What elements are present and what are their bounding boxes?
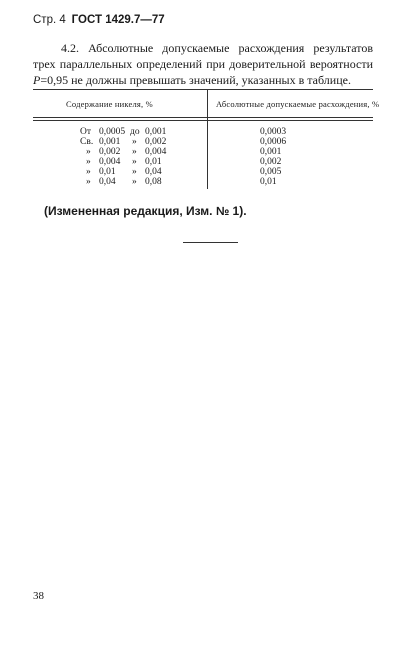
paragraph-p-symbol: P	[33, 73, 41, 87]
row-to: 0,004	[145, 147, 167, 157]
row-sep: »	[132, 157, 137, 167]
table-header-rule-2	[33, 120, 373, 121]
row-prefix: »	[86, 157, 91, 167]
amendment-note: (Измененная редакция, Изм. № 1).	[44, 204, 247, 218]
row-from: 0,01	[99, 167, 116, 177]
row-value: 0,002	[260, 157, 282, 167]
row-to: 0,001	[145, 127, 167, 137]
table-header-allowed-discrepancy: Абсолютные допускаемые расхождения, %	[216, 99, 380, 109]
row-value: 0,0006	[260, 137, 287, 147]
row-sep: »	[132, 147, 137, 157]
row-from: 0,002	[99, 147, 121, 157]
page-header	[33, 14, 165, 26]
section-separator	[183, 242, 238, 243]
row-to: 0,01	[145, 157, 162, 167]
row-sep: »	[132, 137, 137, 147]
row-prefix: »	[86, 147, 91, 157]
page-number: 38	[33, 590, 44, 602]
row-value: 0,001	[260, 147, 282, 157]
row-prefix: Св.	[80, 137, 94, 147]
table-top-rule	[33, 89, 373, 90]
row-value: 0,01	[260, 177, 277, 187]
row-prefix: От	[80, 127, 92, 137]
table-header-nickel-content: Содержание никеля, %	[66, 99, 153, 109]
table-header-rule	[33, 117, 373, 118]
row-from: 0,04	[99, 177, 116, 187]
row-to: 0,08	[145, 177, 162, 187]
row-from: 0,0005	[99, 127, 126, 137]
standard-number: ГОСТ 1429.7—77	[71, 14, 165, 26]
row-sep: до	[130, 127, 140, 137]
row-value: 0,005	[260, 167, 282, 177]
table-column-divider	[207, 89, 208, 189]
row-prefix: »	[86, 177, 91, 187]
paragraph-text-before: 4.2. Абсолютные допускаемые расхождения результатов трех параллельных определений при доверительной вероятности	[33, 41, 373, 71]
paragraph-text-after: =0,95 не должны превышать значений, указанных в таблице.	[40, 73, 351, 87]
page-label: Стр. 4	[33, 14, 66, 26]
row-to: 0,002	[145, 137, 167, 147]
row-value: 0,0003	[260, 127, 287, 137]
row-to: 0,04	[145, 167, 162, 177]
row-prefix: »	[86, 167, 91, 177]
row-sep: »	[132, 177, 137, 187]
row-from: 0,001	[99, 137, 121, 147]
row-sep: »	[132, 167, 137, 177]
row-from: 0,004	[99, 157, 121, 167]
paragraph-4-2	[33, 40, 373, 88]
